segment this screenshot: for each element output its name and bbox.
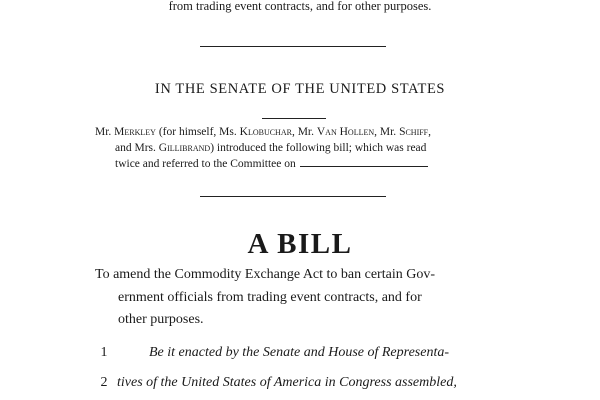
intro-text: , bbox=[428, 126, 432, 138]
intro-text: ) introduced the following bill; which was read bbox=[210, 141, 427, 154]
title-continuation: from trading event contracts, and for other purposes. bbox=[168, 0, 432, 13]
enacting-text: Be it enacted by the Senate and House of Representa- bbox=[149, 345, 449, 360]
intro-text: , Mr. bbox=[291, 126, 317, 138]
intro-text: and Mrs. bbox=[115, 141, 159, 154]
enacting-clause-line bbox=[95, 343, 495, 363]
sponsor-name: Merkley bbox=[114, 126, 156, 138]
intro-text: twice and referred to the Committee on bbox=[115, 158, 296, 170]
enacting-text: tives of the United States of America in Congress assembled, bbox=[117, 375, 457, 390]
enacting-clause-line bbox=[95, 373, 495, 393]
intro-continuation bbox=[95, 156, 493, 173]
purpose-line: other purposes. bbox=[118, 312, 204, 327]
committee-blank-line bbox=[300, 156, 428, 167]
senate-heading: IN THE SENATE OF THE UNITED STATES bbox=[154, 81, 446, 97]
intro-text: (for himself, Ms. bbox=[155, 126, 240, 138]
separator-rule-1 bbox=[200, 46, 386, 47]
bill-purpose bbox=[95, 264, 493, 332]
cosponsor-name: Klobuchar bbox=[239, 126, 292, 138]
purpose-line: To amend the Commodity Exchange Act to ban certain Gov- bbox=[95, 267, 435, 282]
cosponsor-name: Gillibrand bbox=[158, 141, 211, 154]
intro-continuation bbox=[95, 141, 493, 157]
line-number: 1 bbox=[100, 345, 108, 360]
intro-text: , Mr. bbox=[374, 126, 400, 138]
bill-title: A BILL bbox=[247, 228, 353, 260]
cosponsor-name: Van Hollen bbox=[316, 126, 375, 138]
intro-text: Mr. bbox=[95, 126, 115, 138]
cosponsor-name: Schiff bbox=[399, 126, 429, 138]
separator-rule-short bbox=[262, 118, 326, 119]
separator-rule-2 bbox=[200, 196, 386, 197]
introduction-paragraph bbox=[95, 125, 493, 173]
line-number: 2 bbox=[100, 375, 108, 390]
purpose-line: ernment officials from trading event contracts, and for bbox=[118, 289, 422, 305]
